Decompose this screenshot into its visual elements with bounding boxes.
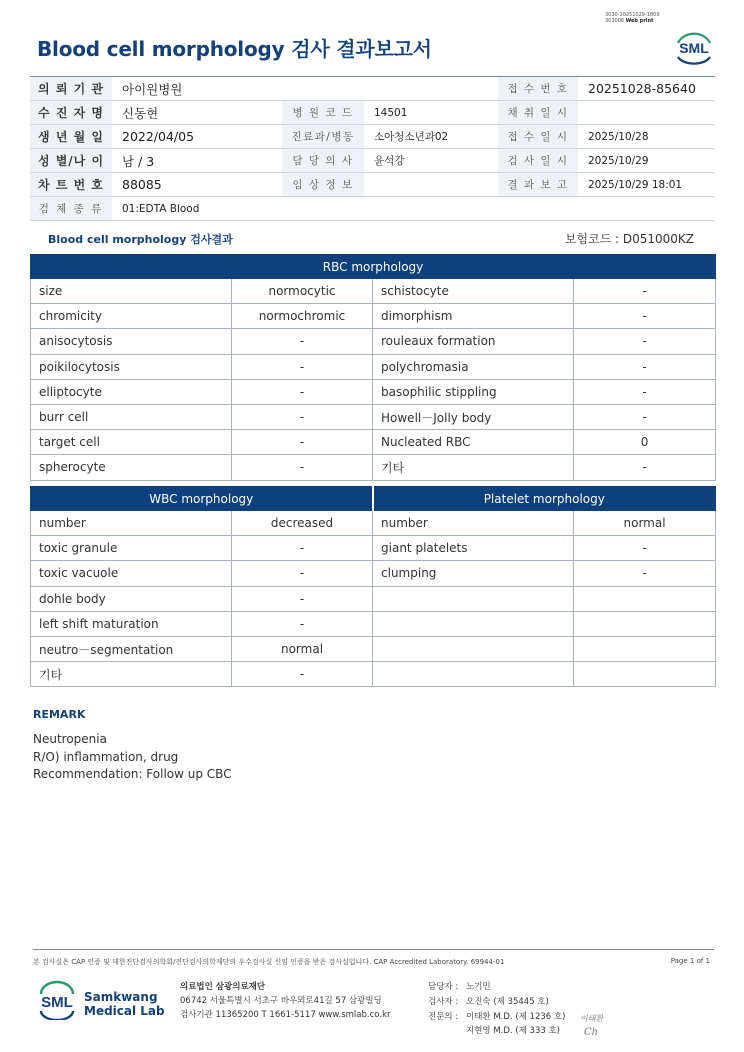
item-name: giant platelets	[373, 536, 574, 561]
item-name: toxic vacuole	[31, 561, 232, 586]
rbc-row	[31, 279, 716, 304]
item-result: -	[574, 404, 716, 429]
tester-name: 오진숙 (제 35445 호)	[466, 996, 549, 1007]
organization-info	[180, 980, 390, 1022]
receive-date-label: 접 수 일 시	[498, 125, 578, 149]
item-result: -	[574, 279, 716, 304]
item-name: clumping	[373, 561, 574, 586]
item-result: -	[232, 329, 373, 354]
expert-label: 전문의 :	[428, 1011, 459, 1022]
item-result: -	[232, 611, 373, 636]
item-name: anisocytosis	[31, 329, 232, 354]
sml-logo-icon	[672, 27, 716, 65]
report-date-value: 2025/10/29 18:01	[578, 173, 715, 197]
wbc-platelet-table	[30, 486, 716, 687]
rbc-row	[31, 455, 716, 480]
doctor-label: 담 당 의 사	[282, 149, 364, 173]
item-name	[373, 636, 574, 661]
patient-info-table	[30, 76, 715, 221]
doc-code-line2: 303006	[605, 18, 625, 24]
svg-text:SML: SML	[679, 40, 709, 56]
requester-label: 의 뢰 기 관	[30, 77, 112, 101]
info-row	[30, 101, 715, 125]
item-result: -	[574, 354, 716, 379]
item-result	[574, 586, 716, 611]
expert1-name: 이태환 M.D. (제 1236 호)	[466, 1011, 566, 1022]
wbc-platelet-row	[31, 511, 716, 536]
rbc-row	[31, 430, 716, 455]
item-result: decreased	[232, 511, 373, 536]
info-row	[30, 125, 715, 149]
item-name: toxic granule	[31, 536, 232, 561]
manager-label: 담당자 :	[428, 982, 459, 992]
brand-line2: Medical Lab	[84, 1004, 165, 1018]
item-result: -	[232, 404, 373, 429]
birth-label: 생 년 월 일	[30, 125, 112, 149]
org-contact: 검사기관 11365200 T 1661-5117 www.smlab.co.kr	[180, 1010, 391, 1020]
staff-info	[428, 980, 565, 1039]
brand-line1: Samkwang	[84, 990, 158, 1004]
receive-date-value: 2025/10/28	[578, 125, 715, 149]
rbc-row	[31, 304, 716, 329]
item-name	[373, 586, 574, 611]
brand-name	[84, 990, 165, 1018]
item-name: left shift maturation	[31, 611, 232, 636]
item-result: -	[574, 304, 716, 329]
item-name: number	[373, 511, 574, 536]
item-result: normocytic	[232, 279, 373, 304]
item-name: spherocyte	[31, 455, 232, 480]
item-result: -	[574, 536, 716, 561]
item-name	[373, 662, 574, 687]
item-result: -	[574, 561, 716, 586]
item-name: dimorphism	[373, 304, 574, 329]
item-name: chromicity	[31, 304, 232, 329]
remark-line: Neutropenia	[33, 732, 107, 746]
item-name: dohle body	[31, 586, 232, 611]
chart-value: 88085	[112, 173, 282, 197]
item-result: normal	[574, 511, 716, 536]
test-date-value: 2025/10/29	[578, 149, 715, 173]
rbc-row	[31, 354, 716, 379]
item-result: -	[574, 379, 716, 404]
info-row	[30, 173, 715, 197]
rbc-row	[31, 404, 716, 429]
item-name: Howell－Jolly body	[373, 404, 574, 429]
accession-label: 접 수 번 호	[498, 77, 578, 101]
item-result	[574, 636, 716, 661]
chart-label: 차 트 번 호	[30, 173, 112, 197]
wbc-platelet-row	[31, 611, 716, 636]
patient-value: 신동현	[112, 101, 282, 125]
remark-line: Recommendation: Follow up CBC	[33, 767, 232, 781]
item-result	[574, 662, 716, 687]
page-number: Page 1 of 1	[670, 957, 710, 965]
item-name: target cell	[31, 430, 232, 455]
hospital-code-label: 병 원 코 드	[282, 101, 364, 125]
item-name: poikilocytosis	[31, 354, 232, 379]
item-result: normochromic	[232, 304, 373, 329]
expert2-name: 지현영 M.D. (제 333 호)	[466, 1026, 561, 1037]
org-name: 의료법인 삼광의료재단	[180, 982, 266, 992]
item-result: -	[232, 662, 373, 687]
item-result: -	[232, 586, 373, 611]
item-result: -	[232, 455, 373, 480]
item-name: 기타	[31, 662, 232, 687]
item-result: -	[574, 329, 716, 354]
item-result: -	[232, 536, 373, 561]
report-date-label: 결 과 보 고	[498, 173, 578, 197]
item-name: basophilic stippling	[373, 379, 574, 404]
collect-date-label: 채 취 일 시	[498, 101, 578, 125]
sml-bottom-logo-icon	[37, 980, 77, 1020]
info-row	[30, 197, 715, 221]
wbc-platelet-row	[31, 586, 716, 611]
test-date-label: 검 사 일 시	[498, 149, 578, 173]
info-row	[30, 77, 715, 101]
doctor-value: 윤석강	[364, 149, 498, 173]
tester-label: 검사자 :	[428, 996, 459, 1007]
item-name: polychromasia	[373, 354, 574, 379]
item-name: size	[31, 279, 232, 304]
report-title: Blood cell morphology 검사 결과보고서	[37, 37, 432, 61]
rbc-header: RBC morphology	[31, 255, 716, 279]
item-result: -	[232, 379, 373, 404]
sex-age-value: 남 / 3	[112, 149, 282, 173]
rbc-morphology-table	[30, 254, 716, 481]
remark-title: REMARK	[33, 708, 86, 721]
item-name: elliptocyte	[31, 379, 232, 404]
hospital-code-value: 14501	[364, 101, 498, 125]
org-address: 06742 서울특별시 서초구 바우뫼로41길 57 삼광빌딩	[180, 996, 382, 1006]
wbc-platelet-row	[31, 636, 716, 661]
wbc-platelet-row	[31, 662, 716, 687]
item-name	[373, 611, 574, 636]
certification-note: 본 검사실은 CAP 인증 및 대한진단검사의학회/진단검사의학재단의 우수검사실 신임 인증을 받은 검사실입니다. CAP Accredited Laboratory. 69944-01	[33, 958, 505, 966]
wbc-platelet-row	[31, 561, 716, 586]
result-section-title: Blood cell morphology 검사결과	[48, 233, 233, 246]
footer-divider	[33, 949, 714, 950]
dept-label: 진료과/병동	[282, 125, 364, 149]
manager-name: 노기민	[466, 982, 491, 992]
remark-line: R/O) inflammation, drug	[33, 749, 179, 764]
item-result: 0	[574, 430, 716, 455]
item-name: burr cell	[31, 404, 232, 429]
clinical-value	[364, 173, 498, 197]
item-name: Nucleated RBC	[373, 430, 574, 455]
platelet-header: Platelet morphology	[373, 487, 716, 511]
doc-code-line1: 3030-20251029-1809	[605, 12, 660, 18]
item-name: neutro－segmentation	[31, 636, 232, 661]
patient-label: 수 진 자 명	[30, 101, 112, 125]
item-result: -	[232, 354, 373, 379]
item-name: schistocyte	[373, 279, 574, 304]
item-result: -	[574, 455, 716, 480]
specimen-value: 01:EDTA Blood	[112, 197, 715, 221]
clinical-label: 임 상 정 보	[282, 173, 364, 197]
item-result: -	[232, 561, 373, 586]
wbc-header: WBC morphology	[31, 487, 373, 511]
item-name: rouleaux formation	[373, 329, 574, 354]
web-print-label: Web print	[625, 18, 654, 24]
item-result	[574, 611, 716, 636]
item-result: normal	[232, 636, 373, 661]
rbc-row	[31, 329, 716, 354]
svg-text:SML: SML	[41, 994, 73, 1011]
specimen-label: 검 체 종 류	[30, 197, 112, 221]
info-row	[30, 149, 715, 173]
signature-2: Ch	[584, 1027, 599, 1038]
rbc-row	[31, 379, 716, 404]
dept-value: 소아청소년과02	[364, 125, 498, 149]
accession-value: 20251028-85640	[578, 77, 715, 101]
item-name: 기타	[373, 455, 574, 480]
remark-lines	[33, 731, 232, 784]
birth-value: 2022/04/05	[112, 125, 282, 149]
item-name: number	[31, 511, 232, 536]
insurance-code: 보험코드 : D051000KZ	[564, 232, 694, 246]
wbc-platelet-row	[31, 536, 716, 561]
sex-age-label: 성 별/나 이	[30, 149, 112, 173]
signature-1: 이태환	[580, 1014, 604, 1023]
item-result: -	[232, 430, 373, 455]
collect-date-value	[578, 101, 715, 125]
requester-value: 아이원병원	[112, 77, 498, 101]
document-code	[605, 12, 660, 24]
